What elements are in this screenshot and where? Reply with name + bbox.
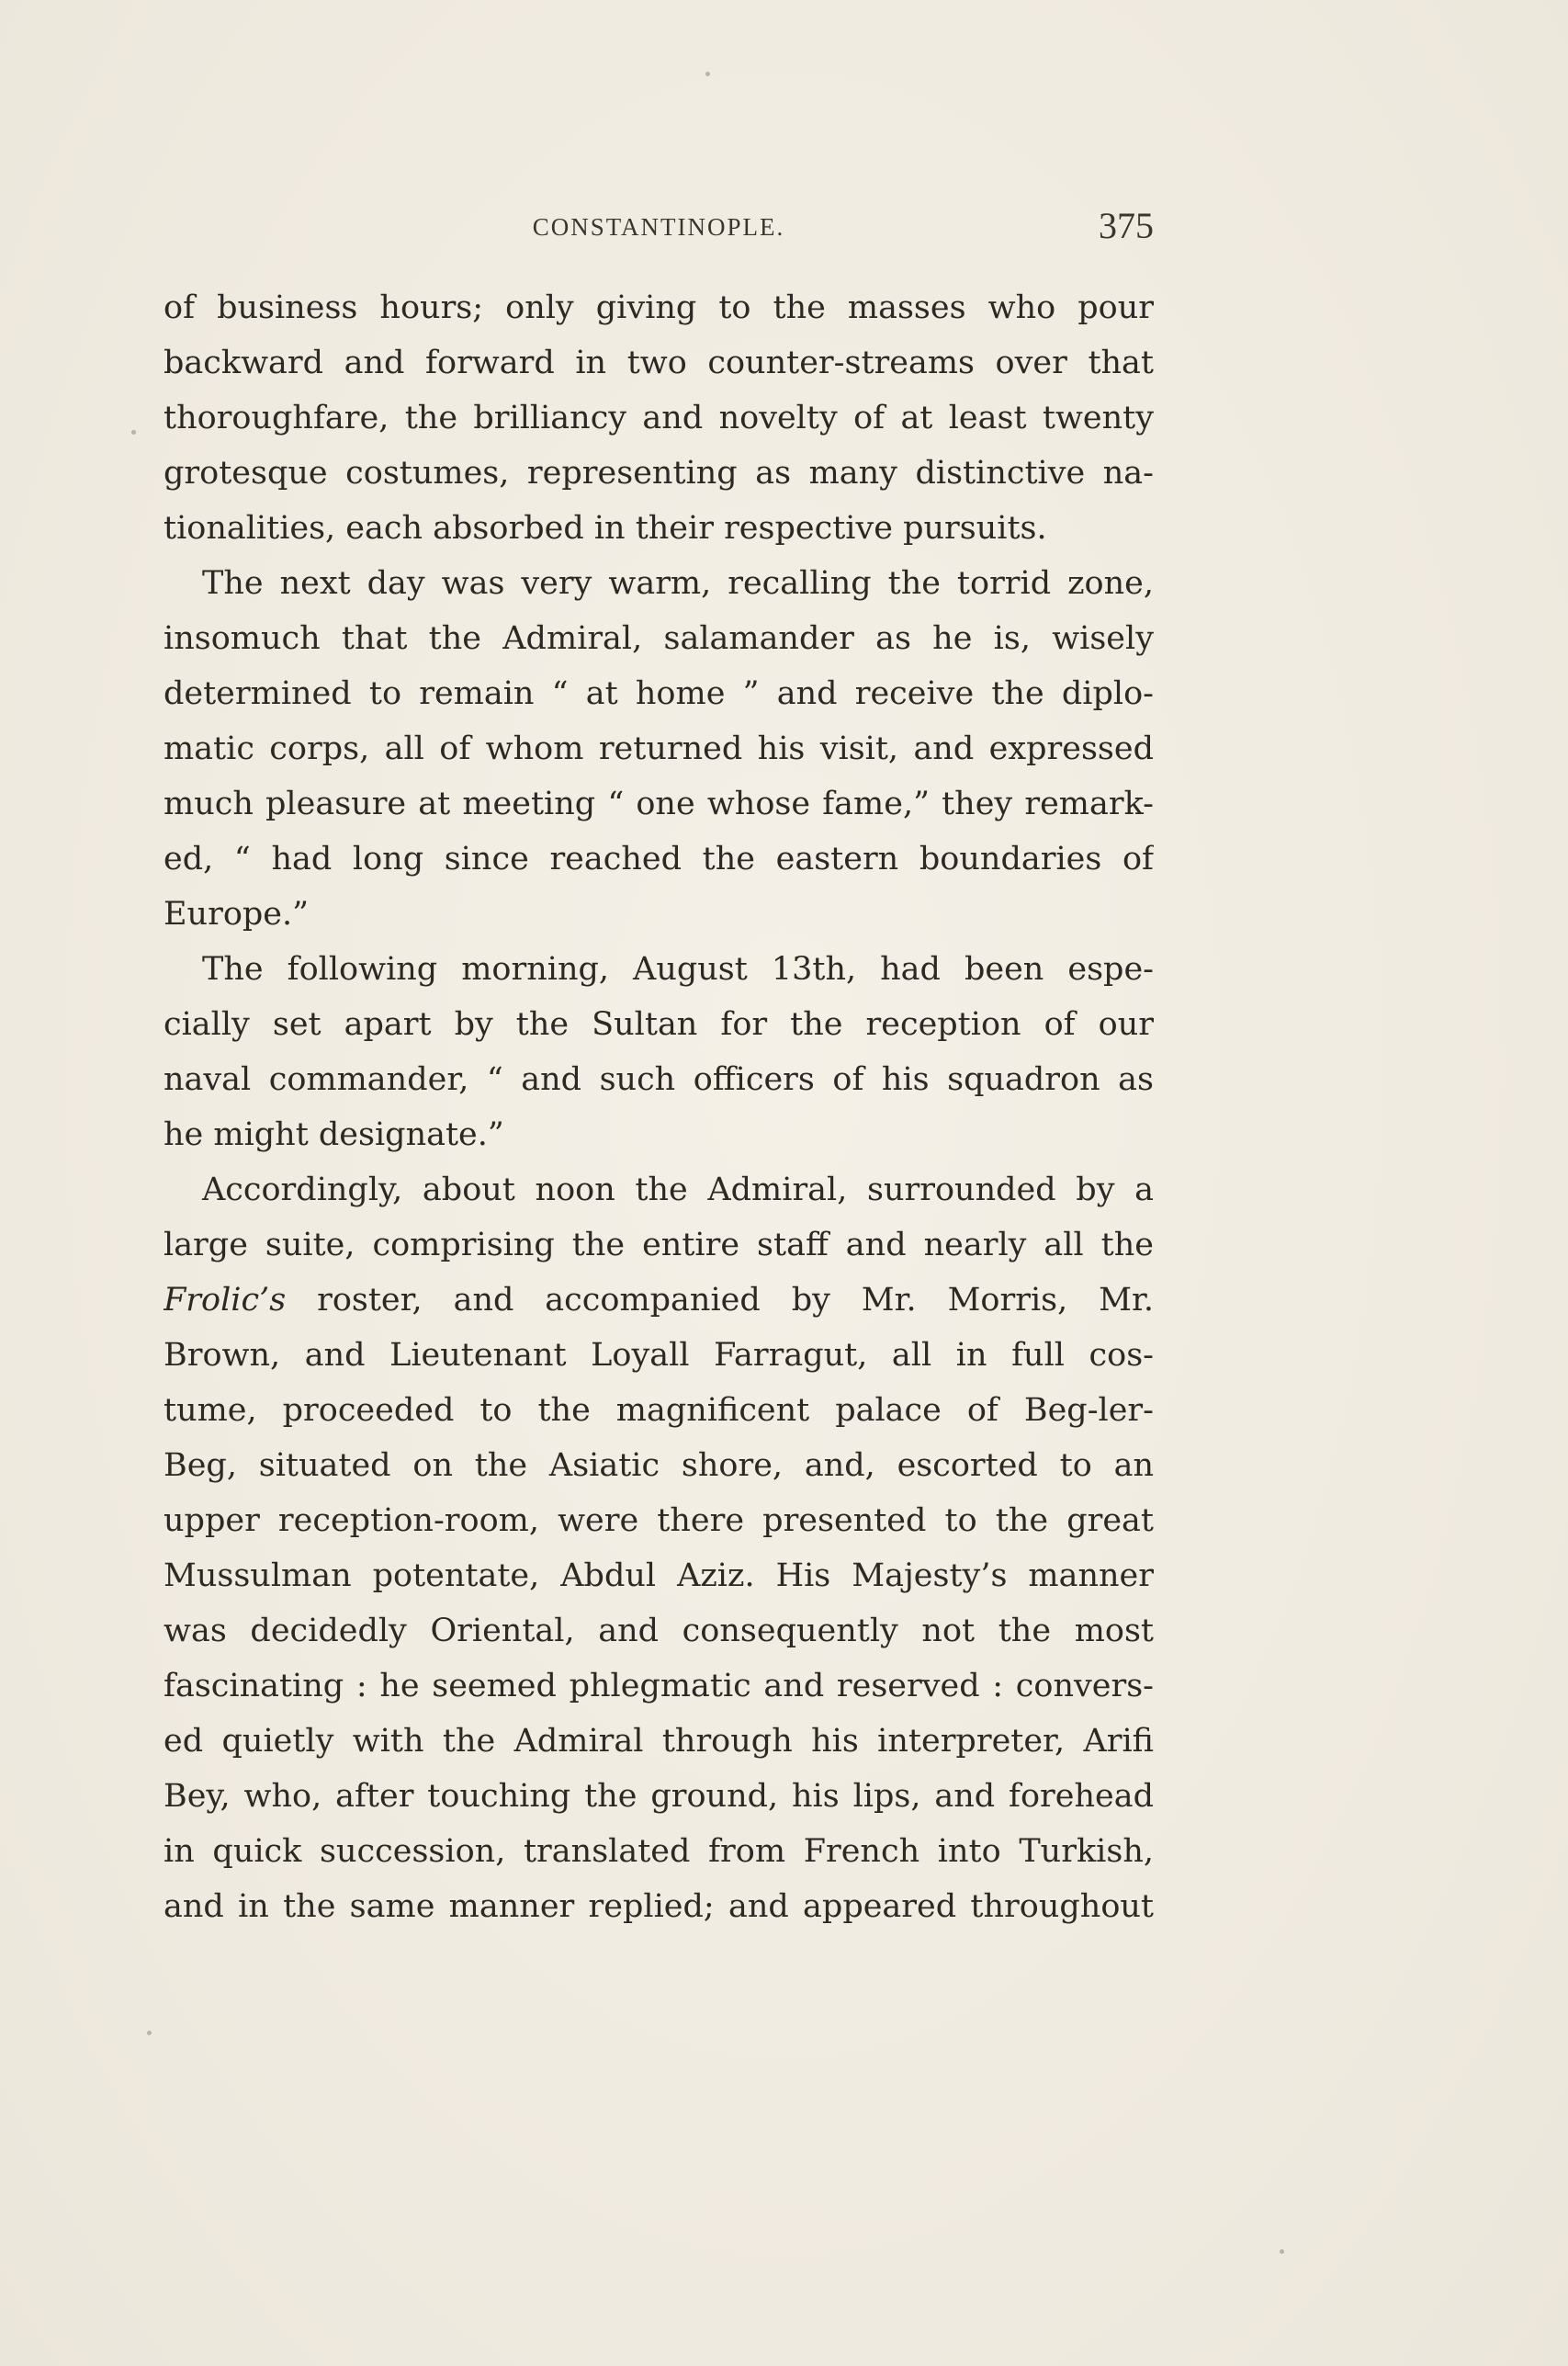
text-line: large suite, comprising the entire staff and nearly all the <box>164 1227 1154 1263</box>
text-line: upper reception-room, were there presented to the great <box>164 1502 1154 1539</box>
paper-speck <box>131 430 136 435</box>
text-line: he might designate.” <box>164 1116 504 1153</box>
text-line: much pleasure at meeting “ one whose fame,” they remark- <box>164 786 1154 822</box>
text-line-rest: roster, and accompanied by Mr. Morris, Mr. <box>286 1282 1154 1319</box>
text-line: tionalities, each absorbed in their respective pursuits. <box>164 510 1047 547</box>
text-line: tume, proceeded to the magnificent palace of Beg-ler- <box>164 1392 1154 1429</box>
paper-speck <box>705 72 710 76</box>
body-text <box>164 280 1154 1934</box>
text-line: Brown, and Lieutenant Loyall Farragut, all in full cos- <box>164 1337 1154 1374</box>
text-line: Bey, who, after touching the ground, his lips, and forehead <box>164 1778 1154 1815</box>
text-line: in quick succession, translated from French into Turkish, <box>164 1833 1154 1870</box>
running-head: CONSTANTINOPLE. <box>532 213 785 241</box>
text-line: grotesque costumes, representing as many distinctive na- <box>164 455 1154 492</box>
text-line: and in the same manner replied; and appeared throughout <box>164 1888 1154 1925</box>
text-line: Mussulman potentate, Abdul Aziz. His Majesty’s manner <box>164 1557 1154 1594</box>
paper-speck <box>1280 2249 1284 2254</box>
text-line: ed quietly with the Admiral through his interpreter, Arifi <box>164 1723 1154 1760</box>
text-line: determined to remain “ at home ” and receive the diplo- <box>164 675 1154 712</box>
text-line: backward and forward in two counter-streams over that <box>164 345 1154 381</box>
text-line: insomuch that the Admiral, salamander as he is, wisely <box>164 620 1154 657</box>
text-line: of business hours; only giving to the masses who pour <box>164 289 1154 326</box>
text-line: naval commander, “ and such officers of his squadron as <box>164 1061 1154 1098</box>
text-line: Europe.” <box>164 896 310 933</box>
page-number: 375 <box>1099 205 1154 246</box>
text-line: fascinating : he seemed phlegmatic and reserved : convers- <box>164 1668 1154 1704</box>
text-line: The following morning, August 13th, had been espe- <box>202 951 1154 988</box>
text-line: Beg, situated on the Asiatic shore, and, escorted to an <box>164 1447 1154 1484</box>
text-line <box>164 1273 1154 1328</box>
page-header <box>164 204 1154 259</box>
paper-speck <box>147 2031 152 2035</box>
text-line: was decidedly Oriental, and consequently not the most <box>164 1613 1154 1649</box>
text-line: Accordingly, about noon the Admiral, surrounded by a <box>202 1172 1154 1208</box>
text-line: matic corps, all of whom returned his visit, and expressed <box>164 730 1154 767</box>
text-line: thoroughfare, the brilliancy and novelty of at least twenty <box>164 400 1154 436</box>
text-line: ed, “ had long since reached the eastern boundaries of <box>164 841 1154 877</box>
text-line: cially set apart by the Sultan for the reception of our <box>164 1006 1154 1043</box>
ship-name: Frolic’s <box>164 1282 287 1319</box>
text-line: The next day was very warm, recalling the torrid zone, <box>202 565 1154 602</box>
